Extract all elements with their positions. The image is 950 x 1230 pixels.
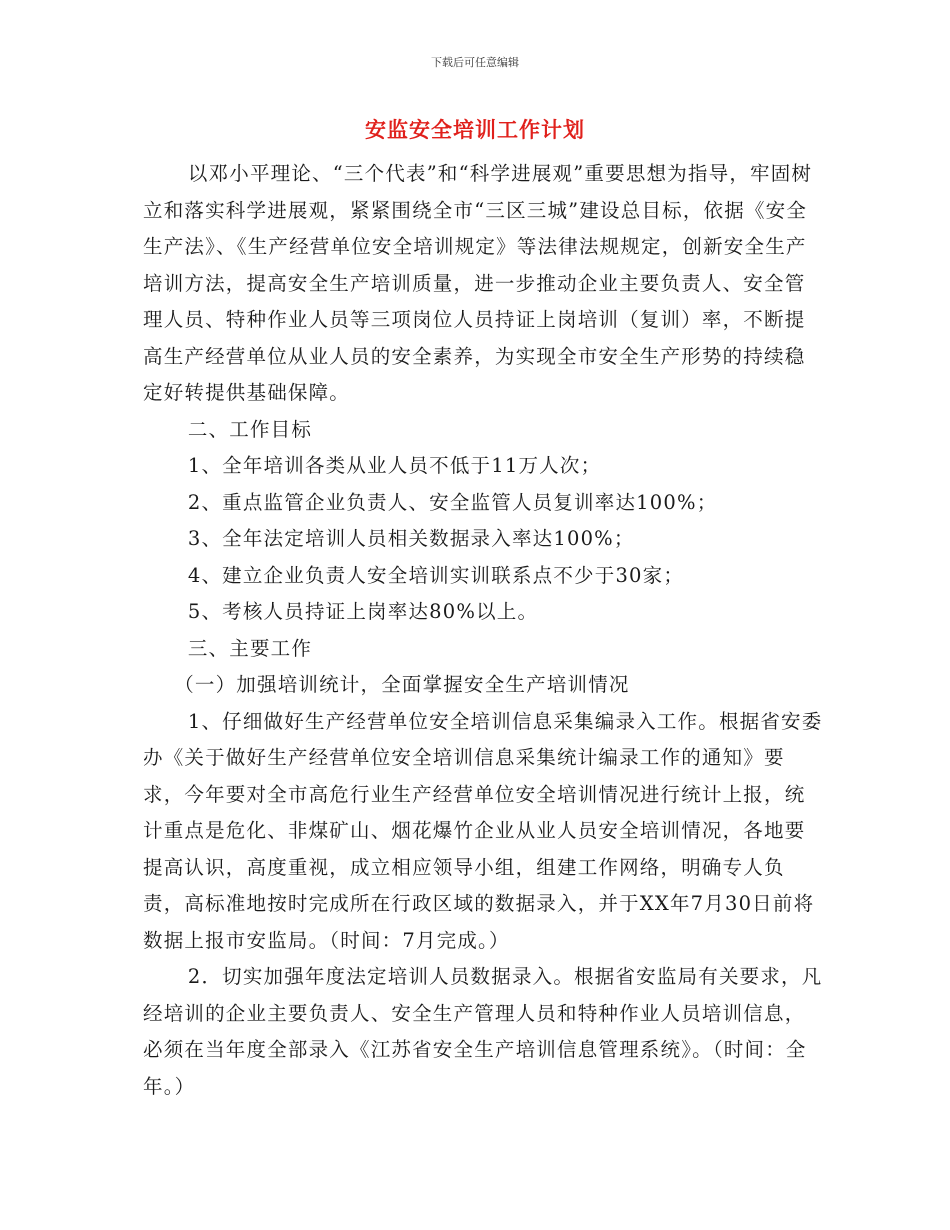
intro-paragraph: 以邓小平理论、“三个代表”和“科学进展观”重要思想为指导，牢固树立和落实科学进展观，紧紧围绕全市“三区三城”建设总目标，依据《安全生产法》、《生产经营单位安全培训规定》等法律法规规定，创新安全生产培训方法，提高安全生产培训质量，进一步推动企业主要负责人、安全管理人员、特种作业人员等三项岗位人员持证上岗培训（复训）率，不断提高生产经营单位从业人员的安全素养，为实现全市安全生产形势的持续稳定好转提供基础保障。 [143,162,813,404]
section-heading-goals: 二、工作目标 [187,417,313,441]
document-title: 安监安全培训工作计划 [365,118,585,142]
goal-item: 4、建立企业负责人安全培训实训联系点不少于30家； [187,563,685,587]
subsection-heading: （一）加强培训统计，全面掌握安全生产培训情况 [174,673,630,696]
goal-item: 3、全年法定培训人员相关数据录入率达100%； [187,527,635,550]
goal-item: 2、重点监管企业负责人、安全监管人员复训率达100%； [187,490,718,514]
goal-item: 5、考核人员持证上岗率达80%以上。 [187,600,539,623]
document-body [143,156,823,1105]
header-note: 下载后可任意编辑 [431,56,519,69]
work-paragraph-2: 2．切实加强年度法定培训人员数据录入。根据省安监局有关要求，凡经培训的企业主要负责人、安全生产管理人员和特种作业人员培训信息，必须在当年度全部录入《江苏省安全生产培训信息管理系统》。（时间：全年。） [143,965,823,1098]
goal-item: 1、全年培训各类从业人员不低于11万人次； [187,454,602,477]
section-heading-main-work: 三、主要工作 [187,636,313,660]
work-paragraph-1: 1、仔细做好生产经营单位安全培训信息采集编录入工作。根据省安委办《关于做好生产经营单位安全培训信息采集统计编录工作的通知》要求，今年要对全市高危行业生产经营单位安全培训情况进行统计上报，统计重点是危化、非煤矿山、烟花爆竹企业从业人员安全培训情况，各地要提高认识，高度重视，成立相应领导小组，组建工作网络，明确专人负责，高标准地按时完成所在行政区域的数据录入，并于XX年7月30日前将数据上报市安监局。（时间：7月完成。） [143,709,823,952]
